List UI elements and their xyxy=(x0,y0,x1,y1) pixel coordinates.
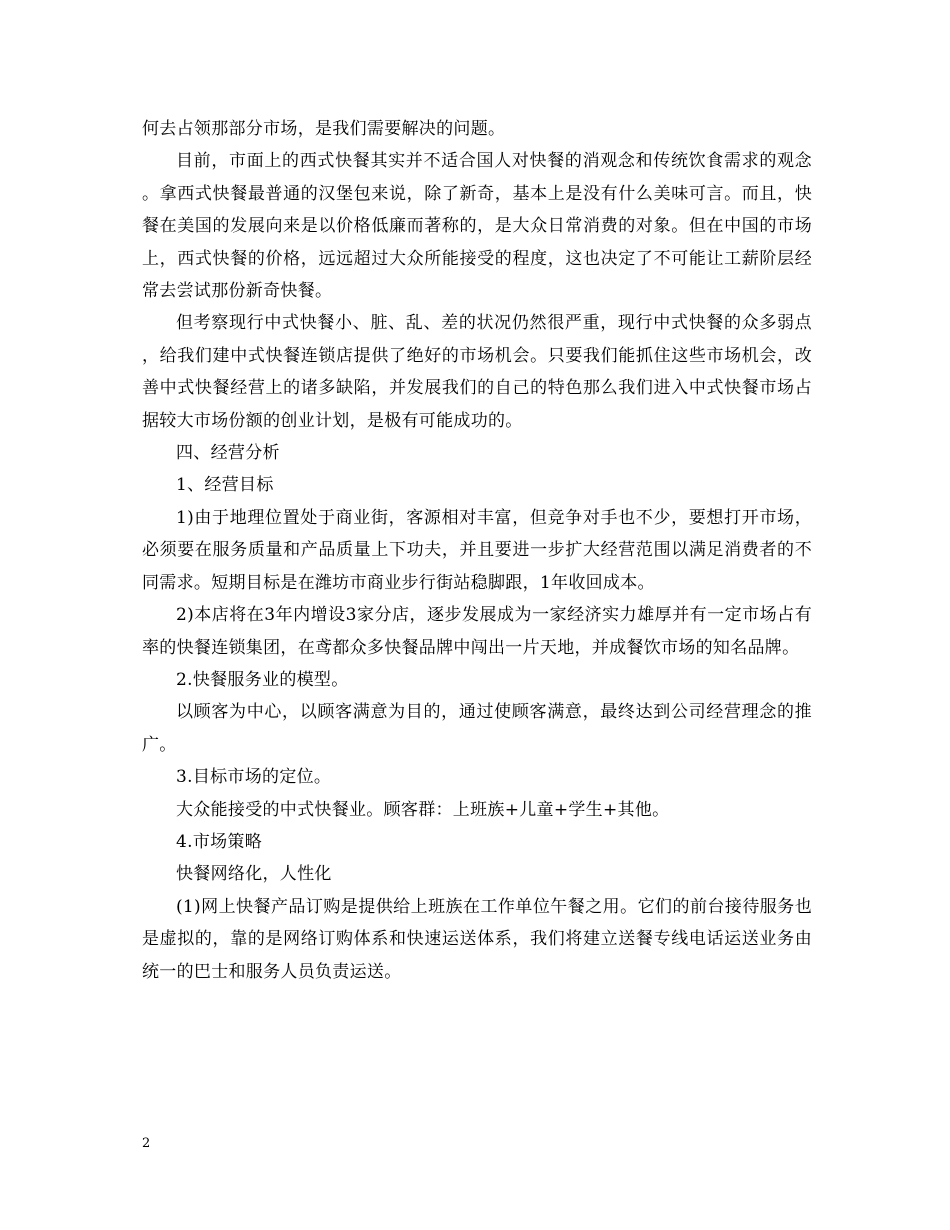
subsection-heading: 4.市场策略 xyxy=(176,831,263,852)
paragraph: 快餐网络化，人性化 xyxy=(176,864,332,885)
subsection-heading: 2.快餐服务业的模型。 xyxy=(176,669,349,690)
paragraph: 目前，市面上的西式快餐其实并不适合国人对快餐的消观念和传统饮食需求的观念。拿西式快餐最普通的汉堡包来说，除了新奇，基本上是没有什么美味可言。而且，快餐在美国的发展向来是以价格低廉而著称的，是大众日常消费的对象。但在中国的市场上，西式快餐的价格，远远超过大众所能接受的程度，这也决定了不可能让工薪阶层经常去尝试那份新奇快餐。 xyxy=(142,151,812,302)
paragraph: 以顾客为中心，以顾客满意为目的，通过使顾客满意，最终达到公司经营理念的推广。 xyxy=(142,702,812,755)
page-number: 2 xyxy=(142,1136,151,1151)
subsection-heading: 1、经营目标 xyxy=(176,475,274,496)
section-heading: 四、经营分析 xyxy=(176,443,280,464)
subsection-heading: 3.目标市场的定位。 xyxy=(176,767,332,788)
body-text xyxy=(142,113,812,988)
paragraph: 但考察现行中式快餐小、脏、乱、差的状况仍然很严重，现行中式快餐的众多弱点，给我们建中式快餐连锁店提供了绝好的市场机会。只要我们能抓住这些市场机会，改善中式快餐经营上的诸多缺陷，并发展我们的自己的特色那么我们进入中式快餐市场占据较大市场份额的创业计划，是极有可能成功的。 xyxy=(142,313,812,431)
paragraph: 大众能接受的中式快餐业。顾客群：上班族+儿童+学生+其他。 xyxy=(176,799,670,820)
paragraph: 2)本店将在3年内增设3家分店，逐步发展成为一家经济实力雄厚并有一定市场占有率的快餐连锁集团，在鸢都众多快餐品牌中闯出一片天地，并成餐饮市场的知名品牌。 xyxy=(142,605,812,658)
paragraph: (1)网上快餐产品订购是提供给上班族在工作单位午餐之用。它们的前台接待服务也是虚拟的，靠的是网络订购体系和快速运送体系，我们将建立送餐专线电话运送业务由统一的巴士和服务人员负责运送。 xyxy=(142,896,812,982)
paragraph: 何去占领那部分市场，是我们需要解决的问题。 xyxy=(142,119,506,139)
paragraph: 1)由于地理位置处于商业街，客源相对丰富，但竞争对手也不少，要想打开市场，必须要在服务质量和产品质量上下功夫，并且要进一步扩大经营范围以满足消费者的不同需求。短期目标是在潍坊市商业步行街站稳脚跟，1年收回成本。 xyxy=(142,507,812,593)
